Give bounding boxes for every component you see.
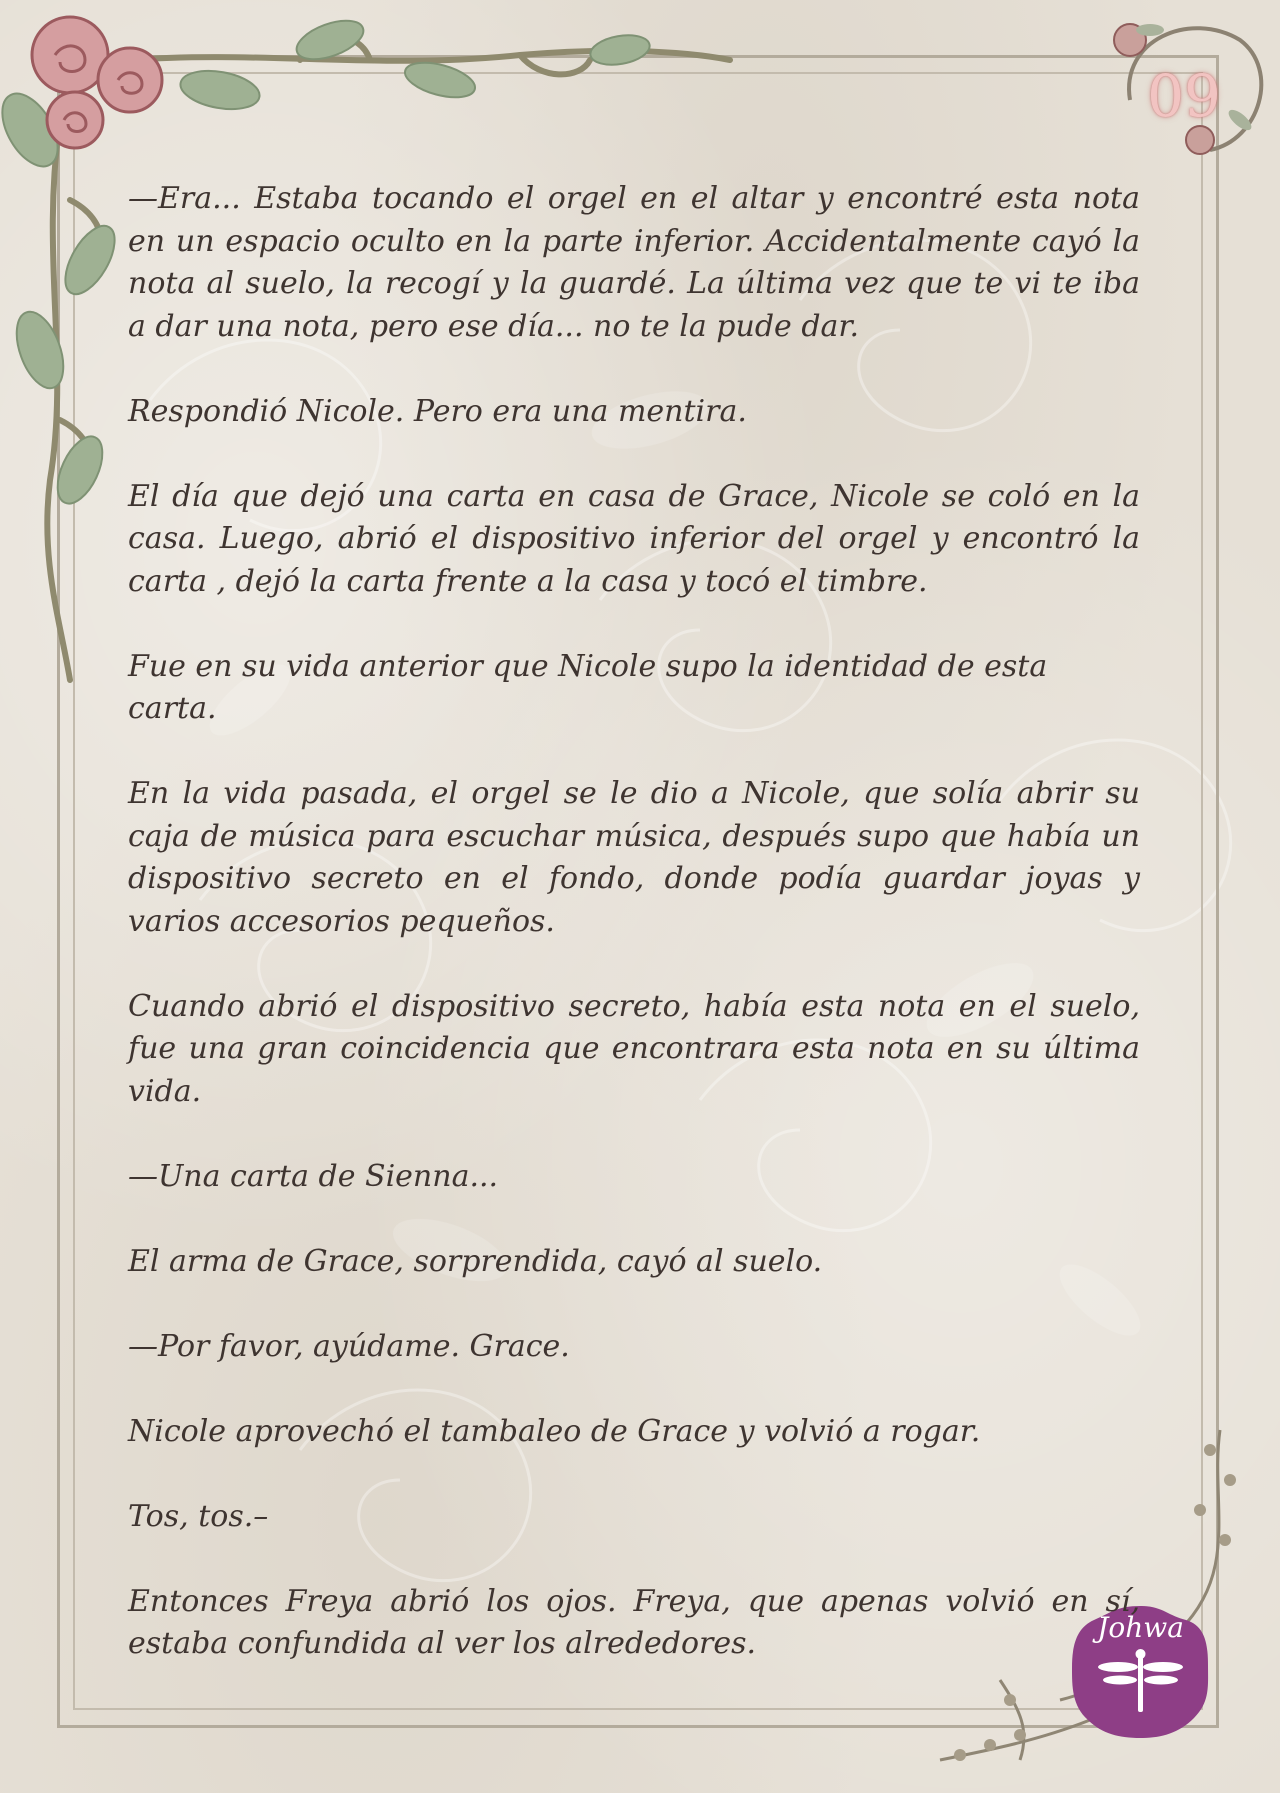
paragraph: El día que dejó una carta en casa de Grace, Nicole se coló en la casa. Luego, abrió el dispositivo inferior del orgel y encontró la carta , dejó la carta frente a la casa y tocó el timbre. <box>128 478 1140 599</box>
paragraph: Nicole aprovechó el tambaleo de Grace y volvió a rogar. <box>128 1413 981 1449</box>
paragraph: Fue en su vida anterior que Nicole supo la identidad de esta carta. <box>128 648 1048 726</box>
badge-label: Johwa <box>1097 1611 1184 1644</box>
paragraph: —Una carta de Sienna... <box>128 1158 499 1194</box>
paragraph: El arma de Grace, sorprendida, cayó al suelo. <box>128 1243 823 1279</box>
paragraph: —Era... Estaba tocando el orgel en el altar y encontré esta nota en un espacio oculto en la parte inferior. Accidentalmente cayó la nota al suelo, la recogí y la guardé. La última vez que te vi te iba a dar una nota, pero ese día... no te la pude dar. <box>128 181 1140 344</box>
paragraph: Tos, tos.– <box>128 1498 269 1534</box>
paragraph: Cuando abrió el dispositivo secreto, había esta nota en el suelo, fue una gran coincidencia que encontrara esta nota en su última vida. <box>128 988 1140 1109</box>
paragraph: Respondió Nicole. Pero era una mentira. <box>128 393 747 429</box>
story-text <box>128 178 1140 1708</box>
paragraph: Entonces Freya abrió los ojos. Freya, que apenas volvió en sí, estaba confundida al ver los alrededores. <box>128 1583 1140 1661</box>
page-number: 09 <box>1147 62 1221 130</box>
paragraph: —Por favor, ayúdame. Grace. <box>128 1328 570 1364</box>
paragraph: En la vida pasada, el orgel se le dio a Nicole, que solía abrir su caja de música para escuchar música, después supo que había un dispositivo secreto en el fondo, donde podía guardar joyas y varios accesorios pequeños. <box>128 776 1140 939</box>
